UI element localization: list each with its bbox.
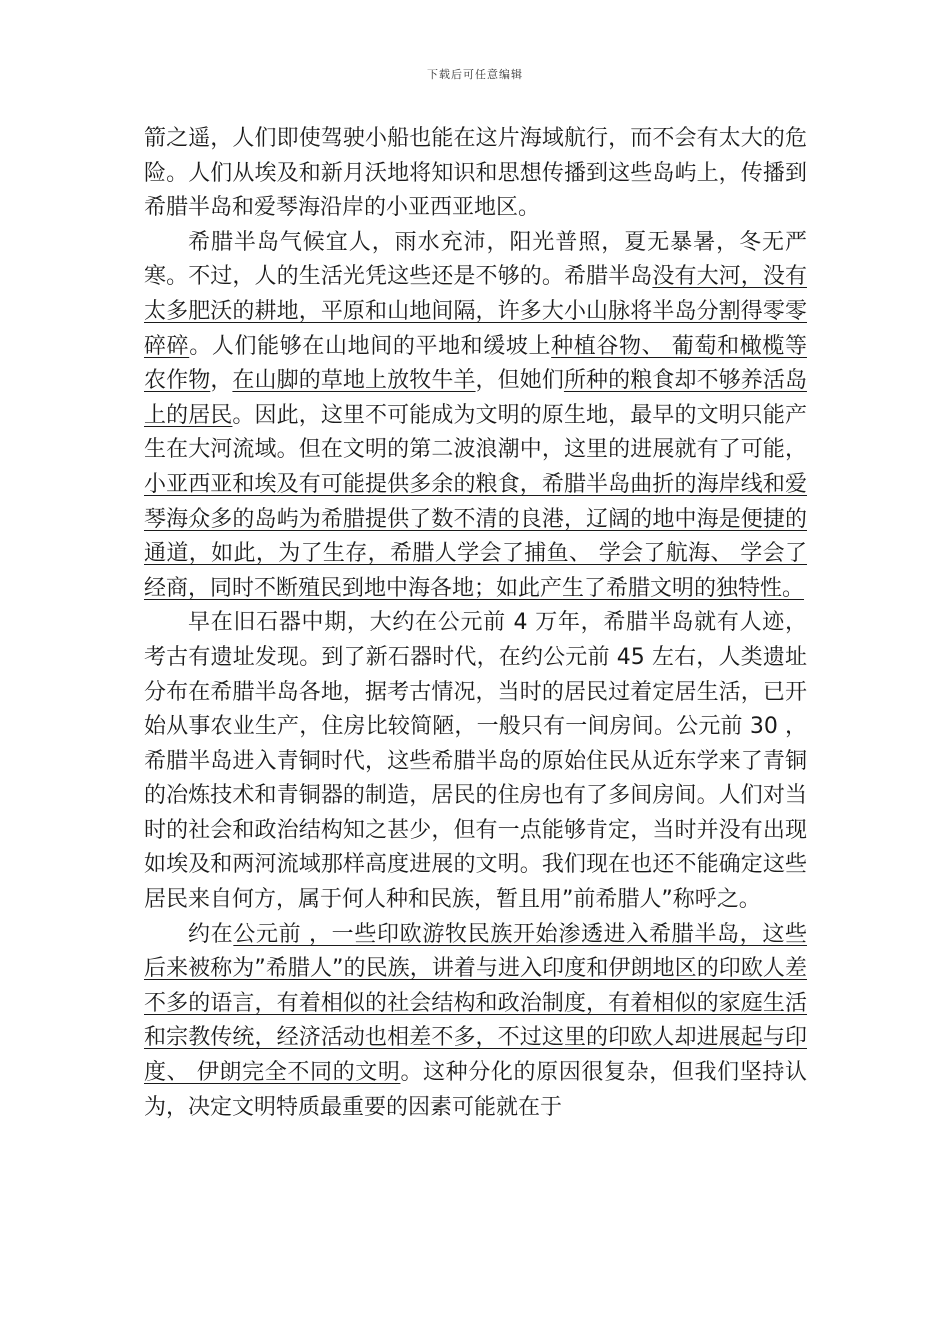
paragraph-text: ， <box>210 368 233 394</box>
paragraph <box>144 606 807 917</box>
page-header: 下载后可任意编辑 <box>427 68 523 81</box>
underlined-text: 在山脚的草地上放牧牛羊 <box>232 368 476 394</box>
underlined-text: 所种的粮食却不够养活岛上的居民 <box>144 368 807 428</box>
paragraph <box>144 918 807 1126</box>
paragraph-text: 。人们能够在山地间的平地和缓坡上 <box>189 333 552 359</box>
paragraph-text: 箭之遥，人们即使驾驶小船也能在这片海域航行，而不会有太大的危险。人们从埃及和新月沃地将知识和思想传播到这些岛屿上，传播到希腊半岛和爱琴海沿岸的小亚西亚地区。 <box>144 126 807 221</box>
paragraph-text: 。因此，这里不可能成为文明的原生地，最早的文明只能产生在大河流域。但在文明的第二波浪潮中，这里的进展就有了可能， <box>144 402 807 463</box>
paragraph-text: ，但她们 <box>475 368 564 394</box>
paragraph <box>144 122 807 226</box>
underlined-text: 种植谷物、 葡萄和橄榄等农作物 <box>144 333 807 394</box>
underlined-text: 公元前 ，一些印欧游牧民族开始渗透进入希腊半岛，这些后来被称为”希腊人”的民族，讲着与进入印度和伊朗地区的印欧人差不多的语言，有着相似的社会结构和政治制度，有着相似的家庭生活和宗教传统，经济活动也相差不多，不过这里的印欧人却进展起与印度、 伊朗完全不同的文明 <box>144 921 807 1086</box>
paragraph-text: 早在旧石器中期，大约在公元前 4 万年，希腊半岛就有人迹，考古有遗址发现。到了新石器时代，在约公元前 45 左右，人类遗址分布在希腊半岛各地，据考古情况，当时的居民过着定居生活，已开始从事农业生产，住房比较简陋，一般只有一间房间。公元前 30 ，希腊半岛进入青铜时代，这些希腊半岛的原始住民从近东学来了青铜的冶炼技术和青铜器的制造，居民的住房也有了多间房间。人们对当时的社会和政治结构知之甚少，但有一点能够肯定，当时并没有出现如埃及和两河流域那样高度进展的文明。我们现在也还不能确定这些居民来自何方，属于何人种和民族，暂且用”前希腊人”称呼之。 <box>144 610 807 913</box>
underlined-text: 小亚西亚和埃及有可能提供多余的粮食，希腊半岛曲折的海岸线和爱琴海众多的岛屿为希腊提供了数不清的良港，辽阔的地中海是便捷的通道，如此，为了生存，希腊人学会了捕鱼、 学会了航海、 学会了经商，同时不断殖民到地中海各地；如此产生了希腊文明的独特性。 <box>144 471 807 601</box>
paragraph-text: 约在 <box>188 921 234 947</box>
paragraph <box>144 226 807 607</box>
paragraph-text: 。这种分化的原因很复杂，但我们坚持认为，决定文明特质最重要的因素可能就在于 <box>144 1060 807 1120</box>
underlined-text: 没有大河，没有太多肥沃的耕地，平原和山地间隔，许多大小山脉将半岛分割得零零碎碎 <box>144 264 807 359</box>
document-body <box>144 122 807 1125</box>
paragraph-text: 希腊半岛气候宜人，雨水充沛，阳光普照，夏无暴暑，冬无严寒。不过，人的生活光凭这些还是不够的。希腊半岛 <box>144 229 807 290</box>
